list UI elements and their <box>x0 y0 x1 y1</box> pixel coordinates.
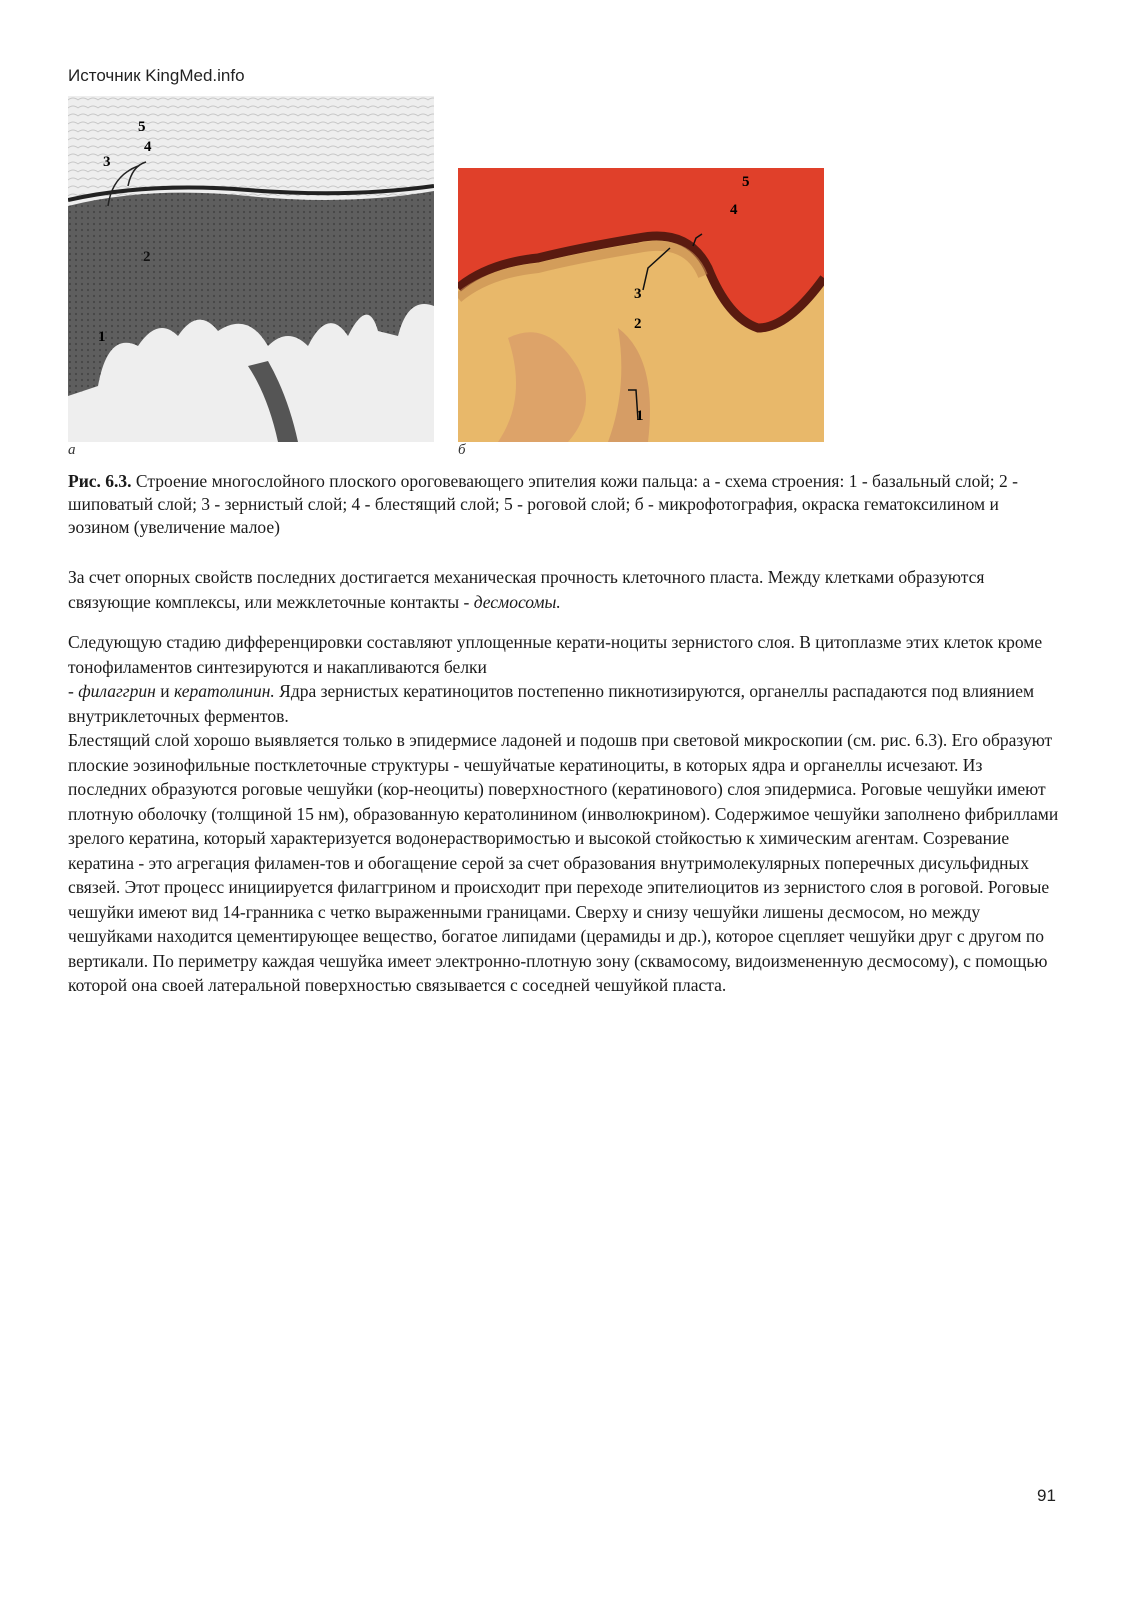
panel-letter-b: б <box>458 442 466 458</box>
paragraph-2-line1: Следующую стадию дифференцировки составляют уплощенные керати-ноциты зернистого слоя. В цитоплазме этих клеток кроме тонофиламентов синтезируются и накапливаются белки <box>68 632 1043 677</box>
panel-letter-a: а <box>68 442 76 458</box>
term-keratolinin: кератолинин. <box>173 681 275 701</box>
label-b-3: 3 <box>634 286 642 302</box>
label-b-1: 1 <box>636 408 644 424</box>
paragraph-2 <box>68 630 1062 998</box>
figure-a-schematic <box>68 96 434 442</box>
label-b-2: 2 <box>634 316 642 332</box>
label-a-4: 4 <box>144 139 152 155</box>
label-a-1: 1 <box>98 329 106 345</box>
figure-caption <box>68 470 1062 539</box>
figure-b-micrograph <box>458 168 824 442</box>
term-desmosomes: десмосомы. <box>473 591 561 612</box>
paragraph-2-and: и <box>155 681 174 701</box>
label-a-5: 5 <box>138 119 146 135</box>
term-filaggrin: - филаггрин <box>68 681 156 701</box>
source-header: Источник KingMed.info <box>68 66 245 85</box>
caption-text: Строение многослойного плоского ороговевающего эпителия кожи пальца: а - схема строения: 1 - базальный слой; 2 - шиповатый слой; 3 - зернистый слой; 4 - блестящий слой; 5 - роговой слой; б - микрофотография, окраска гематоксилином и эозином (увеличение малое) <box>68 471 1018 537</box>
page-number: 91 <box>1037 1486 1056 1505</box>
label-b-4: 4 <box>730 202 738 218</box>
caption-number: Рис. 6.3. <box>68 471 132 491</box>
paragraph-1-text: За счет опорных свойств последних достигается механическая прочность клеточного пласта. Между клетками образуются связующие комплексы, или межклеточные контакты - <box>68 567 985 612</box>
label-a-2: 2 <box>143 249 151 265</box>
paragraph-1 <box>68 565 1062 614</box>
label-b-5: 5 <box>742 174 750 190</box>
paragraph-2-rest: Ядра зернистых кератиноцитов постепенно пикнотизируются, органеллы распадаются под влиянием внутриклеточных ферментов. <box>68 681 1035 726</box>
label-a-3: 3 <box>103 154 111 170</box>
paragraph-3-body: Блестящий слой хорошо выявляется только в эпидермисе ладоней и подошв при световой микроскопии (см. рис. 6.3). Его образуют плоские эозинофильные постклеточные структуры - чешуйчатые кератиноциты, в которых ядра и органеллы исчезают. Из последних образуются роговые чешуйки (кор-неоциты) поверхностного (кератинового) слоя эпидермиса. Роговые чешуйки имеют плотную оболочку (толщиной 15 нм), образованную кератолинином (инволюкрином). Содержимое чешуйки заполнено фибриллами зрелого кератина, который характеризуется водонерастворимостью и высокой стойкостью к химическим агентам. Созревание кератина - это агрегация филамен-тов и обогащение серой за счет образования внутримолекулярных поперечных дисульфидных связей. Этот процесс инициируется филаггрином и происходит при переходе эпителиоцитов из зернистого слоя в роговой. Роговые чешуйки имеют вид 14-гранника с четко выраженными границами. Сверху и снизу чешуйки лишены десмосом, но между чешуйками находится цементирующее вещество, богатое липидами (церамиды и др.), которое сцепляет чешуйки друг с другом по вертикали. По периметру каждая чешуйка имеет электронно-плотную зону (сквамосому, видоизмененную десмосому), с помощью которой она своей латеральной поверхностью связывается с соседней чешуйкой пласта. <box>68 730 1059 995</box>
